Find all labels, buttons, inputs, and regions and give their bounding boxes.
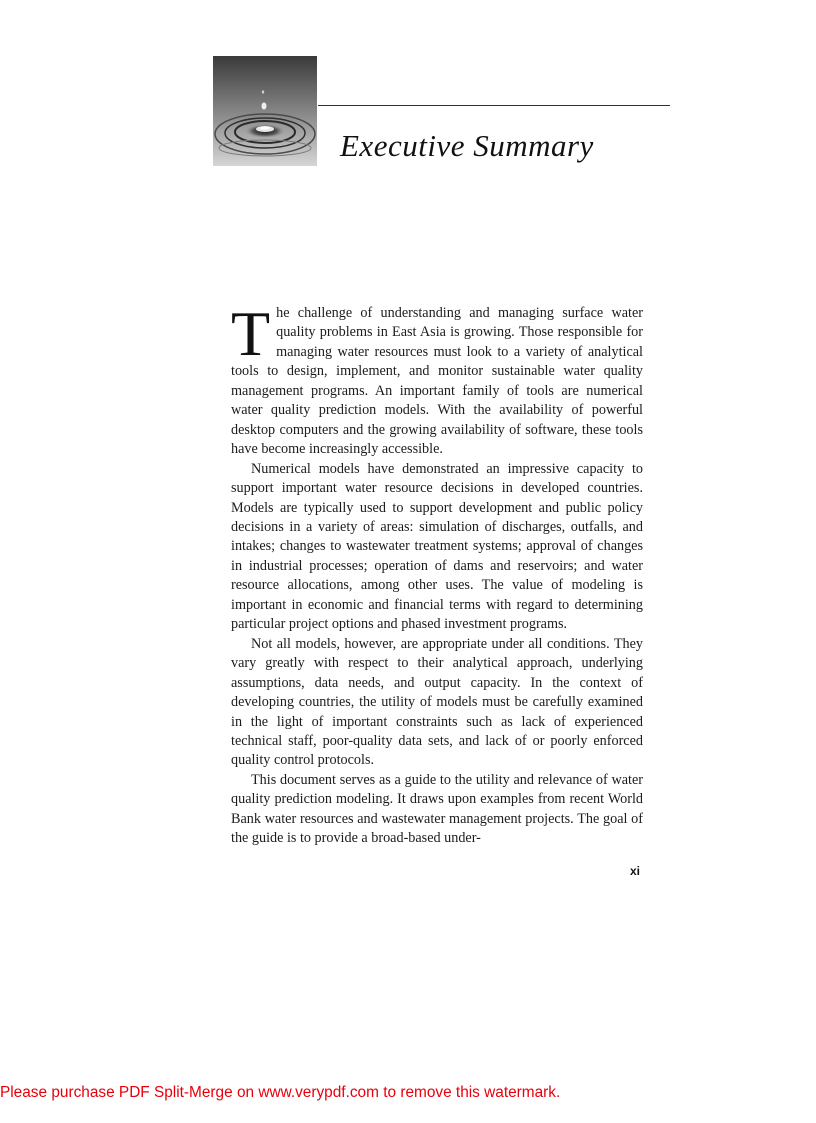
chapter-title: Executive Summary [340,128,594,163]
watermark-text: Please purchase PDF Split-Merge on www.verypdf.com to remove this watermark. [0,1084,561,1101]
paragraph-1-text: he challenge of understanding and managing surface water quality problems in East Asia is growing. Those responsible for managing water resources must look to a variety of analytical tools to design, implement, and monitor sustainable water quality management programs. An important family of tools are numerical water quality prediction models. With the availability of powerful desktop computers and the growing availability of software, these tools have become increasingly accessible. [231,305,643,458]
header-rule [318,105,670,106]
drop-cap: T [231,298,271,369]
paragraph-3: Not all models, however, are appropriate under all conditions. They vary greatly with respect to their analytical approach, underlying assumptions, data needs, and output capacity. In the context of developing countries, the utility of models must be carefully examined in the light of important constraints such as lack of experienced technical staff, poor-quality data sets, and lack of or poorly enforced quality control protocols. [231,635,643,769]
water-drop-image [213,56,317,166]
body-text [231,298,643,849]
paragraph-2: Numerical models have demonstrated an impressive capacity to support important water resource decisions in developed countries. Models are typically used to support development and public policy decisions in a variety of areas: simulation of discharges, outfalls, and intakes; changes to wastewater treatment systems; approval of changes in industrial processes; operation of dams and reservoirs; and water resource allocations, among other uses. The value of modeling is important in economic and financial terms with regard to determining particular project options and phased investment programs. [231,460,643,633]
page-number: xi [630,864,641,878]
paragraph-1 [231,298,643,460]
paragraph-4: This document serves as a guide to the utility and relevance of water quality prediction modeling. It draws upon examples from recent World Bank water resources and wastewater management projects. The goal of the guide is to provide a broad-based under- [231,771,643,847]
